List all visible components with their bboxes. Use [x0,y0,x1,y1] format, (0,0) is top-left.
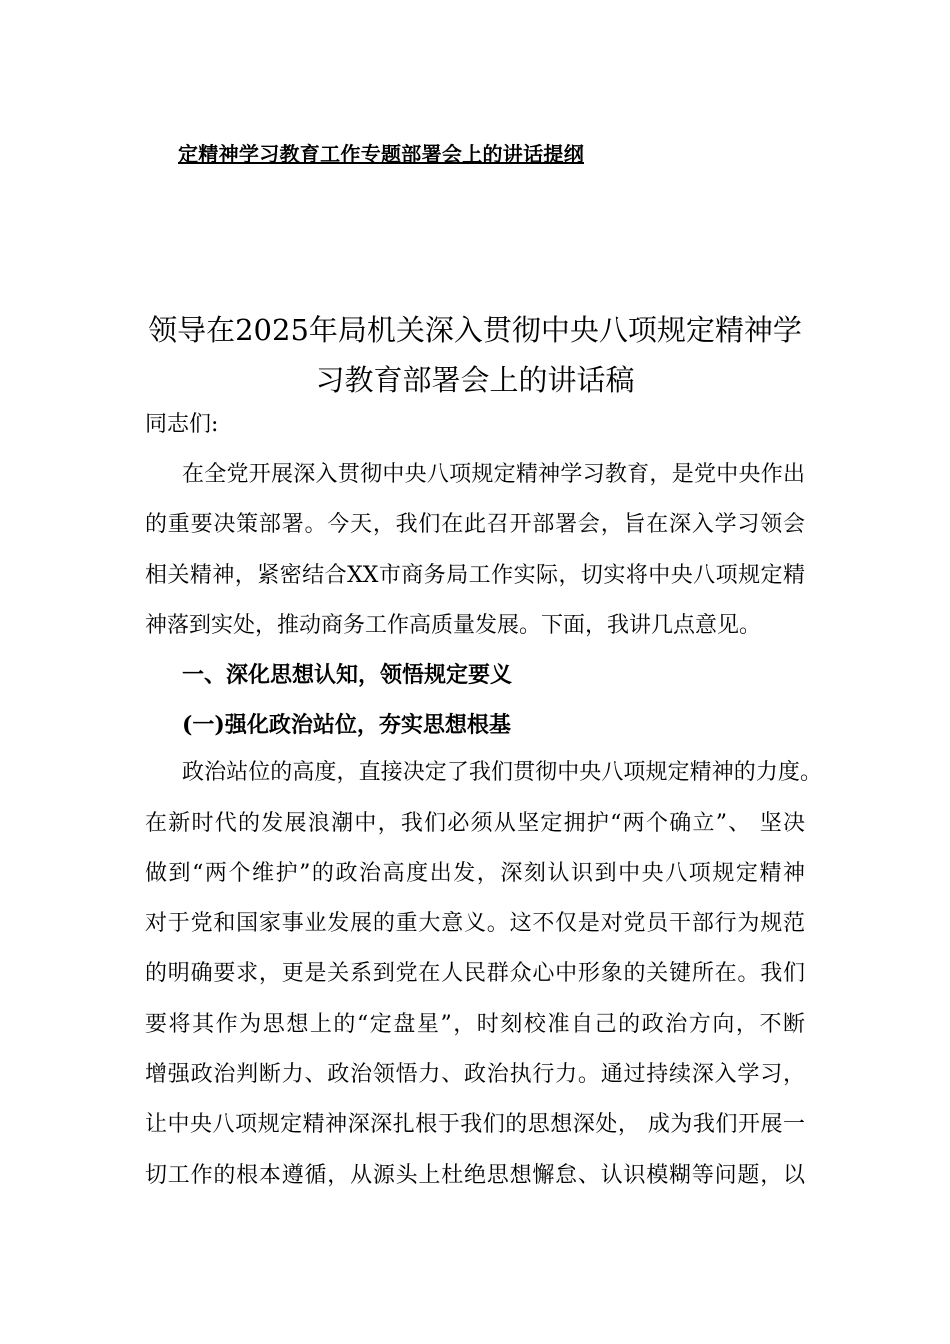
paragraph-line: 的明确要求，更是关系到党在人民群众心中形象的关键所在。我们 [145,961,805,986]
paragraph-line: 的重要决策部署。今天，我们在此召开部署会，旨在深入学习领会 [145,512,805,537]
paragraph-line: 做到“两个维护”的政治高度出发，深刻认识到中央八项规定精神 [145,861,805,886]
paragraph-line: 相关精神，紧密结合XX市商务局工作实际，切实将中央八项规定精 [145,563,805,588]
subsection-heading: (一)强化政治站位，夯实思想根基 [182,712,511,738]
paragraph-line: 增强政治判断力、政治领悟力、政治执行力。通过持续深入学习， [145,1062,805,1087]
main-title-line-1: 领导在2025年局机关深入贯彻中央八项规定精神学 [148,313,802,347]
section-heading: 一、深化思想认知，领悟规定要义 [182,662,513,688]
paragraph-line: 切工作的根本遵循，从源头上杜绝思想懈怠、认识模糊等问题，以 [145,1163,805,1188]
paragraph-line: 政治站位的高度，直接决定了我们贯彻中央八项规定精神的力度。 [182,760,822,785]
paragraph-line: 神落到实处，推动商务工作高质量发展。下面，我讲几点意见。 [145,613,762,638]
main-title-line-2: 习教育部署会上的讲话稿 [315,363,635,397]
header-title: 定精神学习教育工作专题部署会上的讲话提纲 [178,142,584,166]
paragraph-line: 对于党和国家事业发展的重大意义。这不仅是对党员干部行为规范 [145,911,805,936]
paragraph-line: 在新时代的发展浪潮中，我们必须从坚定拥护“两个确立”、 坚决 [145,811,805,836]
paragraph-line: 要将其作为思想上的“定盘星”，时刻校准自己的政治方向，不断 [145,1012,805,1037]
paragraph-line: 让中央八项规定精神深深扎根于我们的思想深处， 成为我们开展一 [145,1112,805,1137]
paragraph-line: 在全党开展深入贯彻中央八项规定精神学习教育，是党中央作出 [182,462,805,487]
salutation: 同志们: [145,412,219,437]
